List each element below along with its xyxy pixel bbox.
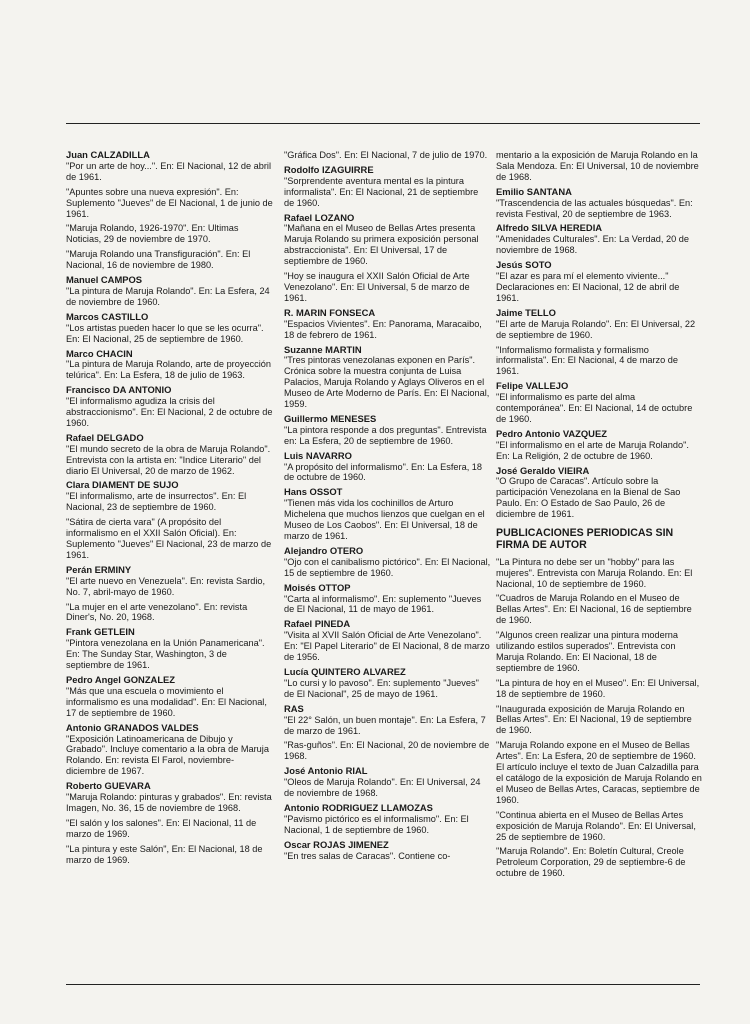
author-name: Jaime TELLO — [496, 306, 556, 318]
column-3 — [496, 150, 703, 883]
reference-text: "El arte de Maruja Rolando". En: El Universal, 22 de septiembre de 1960. — [496, 318, 696, 340]
reference-text: "Espacios Vivientes". En: Panorama, Maracaibo, 18 de febrero de 1961. — [284, 318, 482, 340]
bibliography-entry — [284, 451, 491, 484]
author-name: Rafael PINEDA — [284, 618, 351, 630]
bibliography-entry — [496, 260, 703, 304]
section-block — [496, 528, 703, 879]
author-name: Pedro Angel GONZALEZ — [66, 673, 176, 685]
author-name: Antonio RODRIGUEZ LLAMOZAS — [284, 801, 433, 813]
reference-text: "O Grupo de Caracas". Artículo sobre la participación Venezolana en la Bienal de Sao Paulo. En: O Estado de Sao Paulo, 26 de diciembre de 1961. — [496, 476, 681, 520]
bibliography-entry — [66, 480, 273, 560]
reference-text: "Lo cursi y lo pavoso". En: suplemento "Jueves" de El Nacional", 25 de mayo de 1961. — [284, 677, 479, 699]
reference-text: "Exposición Latinoamericana de Dibujo y Grabado". Incluye comentario a la obra de Maruja Rolando. En: revista El Farol, noviembre-diciembre de 1967. — [66, 733, 269, 777]
author-name: Guillermo MENESES — [284, 412, 377, 424]
author-name: Alejandro OTERO — [284, 544, 364, 556]
author-name: R. MARIN FONSECA — [284, 306, 376, 318]
bibliography-entry — [284, 345, 491, 410]
bibliography-entry — [284, 619, 491, 663]
reference-text: "El informalismo es parte del alma contemporánea". En: El Nacional, 14 de octubre de 1960. — [496, 392, 693, 424]
column-1 — [66, 150, 273, 869]
bibliography-entry — [284, 487, 491, 542]
author-name: Moisés OTTOP — [284, 581, 351, 593]
bibliography-entry — [284, 766, 491, 799]
bottom-rule — [66, 984, 700, 985]
reference-text: "Oleos de Maruja Rolando". En: El Universal, 24 de noviembre de 1968. — [284, 777, 481, 799]
reference-text: "Hoy se inaugura el XXII Salón Oficial de Arte Venezolano". En: El Universal, 5 de marzo de 1961. — [284, 271, 470, 303]
reference-text: mentario a la exposición de Maruja Rolando en la Sala Mendoza. En: El Universal, 10 de noviembre de 1968. — [496, 150, 699, 182]
reference-text: "Maruja Rolando, 1926-1970". En: Ultimas Noticias, 29 de noviembre de 1970. — [66, 223, 239, 245]
reference-text: "El azar es para mí el elemento viviente..." Declaraciones en: El Nacional, 12 de abril de 1961. — [496, 271, 680, 303]
reference-text: "Cuadros de Maruja Rolando en el Museo de Bellas Artes". En: El Nacional, 16 de septiembre de 1960. — [496, 593, 692, 626]
bibliography-entry — [66, 565, 273, 624]
reference-text: "La pintura de Maruja Rolando, arte de proyección telúrica". En: La Esfera, 18 de julio de 1963. — [66, 359, 272, 381]
author-name: Rafael DELGADO — [66, 431, 144, 443]
bibliography-entry — [496, 308, 703, 377]
bibliography-entry — [496, 223, 703, 256]
bibliography-entry — [284, 704, 491, 763]
bibliography-entry — [66, 723, 273, 778]
bibliography-entry — [284, 414, 491, 447]
bibliography-entry — [66, 433, 273, 477]
reference-text: "Sátira de cierta vara" (A propósito del informalismo en el XXII Salón Oficial). En: Suplemento "Jueves" El Nacional, 23 de marzo de 1961. — [66, 517, 272, 560]
bibliography-entry — [66, 275, 273, 308]
bibliography-entry — [284, 667, 491, 700]
bibliography-entry — [284, 803, 491, 836]
author-name: Antonio GRANADOS VALDES — [66, 721, 199, 733]
reference-text: "Informalismo formalista y formalismo informalista". En: El Nacional, 4 de marzo de 1961. — [496, 344, 678, 377]
bibliography-entry — [284, 165, 491, 209]
reference-text: "Amenidades Culturales". En: La Verdad, 20 de noviembre de 1968. — [496, 234, 689, 256]
reference-text: "El informalismo, arte de insurrectos". En: El Nacional, 23 de septiembre de 1960. — [66, 491, 247, 513]
reference-text: "Trascendencia de las actuales búsquedas". En: revista Festival, 20 de septiembre de 1963. — [496, 197, 693, 219]
reference-text: "La pintura de hoy en el Museo". En: El Universal, 18 de septiembre de 1960. — [496, 677, 700, 699]
author-name: RAS — [284, 702, 304, 714]
author-name: Felipe VALLEJO — [496, 380, 569, 392]
author-name: Emilio SANTANA — [496, 185, 572, 197]
author-name: Rodolfo IZAGUIRRE — [284, 163, 374, 175]
bibliography-entry — [496, 429, 703, 462]
reference-text: "La pintura de Maruja Rolando". En: La Esfera, 24 de noviembre de 1960. — [66, 285, 270, 307]
reference-text: "A propósito del informalismo". En: La Esfera, 18 de octubre de 1960. — [284, 461, 483, 483]
reference-text: "Ras-guños". En: El Nacional, 20 de noviembre de 1968. — [284, 740, 490, 762]
reference-text: "Maruja Rolando". En: Boletín Cultural, Creole Petroleum Corporation, 29 de septiembre-6 de octubre de 1960. — [496, 846, 686, 879]
author-name: Hans OSSOT — [284, 486, 343, 498]
bibliography-entry — [66, 627, 273, 671]
author-name: Frank GETLEIN — [66, 626, 135, 638]
bibliography-entry — [284, 213, 491, 304]
author-name: Francisco DA ANTONIO — [66, 384, 172, 396]
author-name: Pedro Antonio VAZQUEZ — [496, 427, 607, 439]
reference-text: "Ojo con el canibalismo pictórico". En: El Nacional, 15 de septiembre de 1960. — [284, 556, 491, 578]
reference-text: "Maruja Rolando una Transfiguración". En: El Nacional, 16 de noviembre de 1980. — [66, 249, 251, 271]
author-name: Alfredo SILVA HEREDIA — [496, 222, 603, 234]
author-name: Clara DIAMENT DE SUJO — [66, 479, 179, 491]
reference-text: "Continua abierta en el Museo de Bellas Artes exposición de Maruja Rolando". En: El Universal, 25 de septiembre de 1960. — [496, 809, 696, 842]
reference-text: "El mundo secreto de la obra de Maruja Rolando". Entrevista con la artista en: "Indice Literario" del diario El Universal, 20 de marzo de 1962. — [66, 443, 271, 476]
author-name: Manuel CAMPOS — [66, 274, 143, 286]
reference-text: "Gráfica Dos". En: El Nacional, 7 de julio de 1970. — [284, 150, 488, 160]
reference-text: "En tres salas de Caracas". Contiene co- — [284, 850, 451, 861]
reference-text: "Apuntes sobre una nueva expresión". En: Suplemento "Jueves" de El Nacional, 1 de junio de 1961. — [66, 186, 273, 219]
bibliography-entry — [284, 583, 491, 616]
reference-text: "Maruja Rolando expone en el Museo de Bellas Artes". En: La Esfera, 20 de septiembre de 1960. El artículo incluye el texto de Juan Calzadilla para el catálogo de la exposición de Maruja Rolando en el Museo de Bellas Artes, Caracas, septiembre de 1960. — [496, 740, 702, 805]
reference-text: "El salón y los salones". En: El Nacional, 11 de marzo de 1969. — [66, 817, 257, 839]
author-name: Marcos CASTILLO — [66, 310, 149, 322]
bibliography-entry — [66, 675, 273, 719]
author-name: Luis NAVARRO — [284, 449, 352, 461]
reference-text: "El arte nuevo en Venezuela". En: revista Sardio, No. 7, abril-mayo de 1960. — [66, 575, 266, 597]
author-name: José Antonio RIAL — [284, 765, 368, 777]
bibliography-entry — [284, 308, 491, 341]
reference-text: "Pintora venezolana en la Unión Panamericana". En: The Sunday Star, Washington, 3 de septiembre de 1961. — [66, 638, 265, 671]
bibliography-entry — [66, 781, 273, 865]
reference-text: "La Pintura no debe ser un "hobby" para las mujeres". Entrevista con Maruja Rolando. En: El Nacional, 10 de septiembre de 1960. — [496, 556, 693, 589]
author-name: Rafael LOZANO — [284, 211, 355, 223]
reference-text: "El informalismo en el arte de Maruja Rolando". En: La Religión, 2 de octubre de 1960. — [496, 439, 689, 461]
reference-text: "Mañana en el Museo de Bellas Artes presenta Maruja Rolando su primera exposición personal abstraccionista". En: El Universal, 17 de septiembre de 1960. — [284, 223, 479, 267]
reference-text: "Maruja Rolando: pinturas y grabados". En: revista Imagen, No. 36, 15 de noviembre de 1968. — [66, 792, 272, 813]
reference-text: "Carta al informalismo". En: suplemento "Jueves de El Nacional, 11 de mayo de 1961. — [284, 593, 482, 615]
author-name: Roberto GUEVARA — [66, 780, 151, 792]
reference-text: "Pavismo pictórico es el informalismo". En: El Nacional, 1 de septiembre de 1960. — [284, 813, 469, 835]
bibliography-entry — [496, 466, 703, 521]
reference-text: "La pintura y este Salón", En: El Nacional, 18 de marzo de 1969. — [66, 843, 263, 865]
reference-text: "Más que una escuela o movimiento el informalismo es una modalidad". En: El Nacional, 17 de septiembre de 1960. — [66, 685, 267, 718]
bibliography-entry — [66, 349, 273, 382]
section-heading: PUBLICACIONES PERIODICAS SIN FIRMA DE AUTOR — [496, 527, 674, 551]
bibliography-entry — [284, 546, 491, 579]
author-name: Juan CALZADILLA — [66, 149, 150, 160]
reference-text: "Sorprendente aventura mental es la pintura informalista". En: El Nacional, 21 de septiembre de 1960. — [284, 175, 479, 208]
author-name: Jesús SOTO — [496, 259, 552, 271]
top-rule — [66, 123, 700, 124]
bibliography-entry — [496, 187, 703, 220]
column-2 — [284, 150, 491, 865]
bibliography-entry — [496, 150, 703, 183]
bibliography-entry — [66, 312, 273, 345]
author-name: Lucía QUINTERO ALVAREZ — [284, 665, 406, 677]
reference-text: "El 22° Salón, un buen montaje". En: La Esfera, 7 de marzo de 1961. — [284, 714, 486, 736]
reference-text: "Algunos creen realizar una pintura moderna utilizando estilos superados". Entrevista con Maruja Rolando. En: El Nacional, 18 de septiembre de 1960. — [496, 630, 679, 673]
reference-text: "Tienen más vida los cochinillos de Arturo Michelena que muchos lienzos que cuelgan en el Museo de Los Caobos". En: El Universal, 18 de marzo de 1961. — [284, 498, 485, 541]
reference-text: "La pintora responde a dos preguntas". Entrevista en: La Esfera, 20 de septiembre de 1960. — [284, 424, 487, 446]
author-name: Suzanne MARTIN — [284, 343, 362, 355]
bibliography-entry — [66, 385, 273, 429]
reference-text: "Visita al XVII Salón Oficial de Arte Venezolano". En: "El Papel Literario" de El Nacional, 8 de marzo de 1956. — [284, 630, 490, 663]
bibliography-entry — [66, 150, 273, 271]
reference-text: "Por un arte de hoy...". En: El Nacional, 12 de abril de 1961. — [66, 160, 272, 182]
reference-text: "La mujer en el arte venezolano". En: revista Diner's, No. 20, 1968. — [66, 601, 248, 623]
reference-text: "Tres pintoras venezolanas exponen en París". Crónica sobre la muestra conjunta de Luisa Palacios, Maruja Rolando y Aglays Oliveros en el Museo de Arte Moderno de París. En: El Nacional, 1959. — [284, 355, 490, 410]
author-name: José Geraldo VIEIRA — [496, 464, 590, 476]
author-name: Oscar ROJAS JIMENEZ — [284, 838, 389, 850]
reference-text: "El informalismo agudiza la crisis del abstraccionismo". En: El Nacional, 2 de octubre de 1960. — [66, 396, 273, 428]
author-name: Marco CHACIN — [66, 347, 133, 359]
bibliography-entry — [496, 381, 703, 425]
bibliography-entry — [284, 150, 491, 161]
reference-text: "Inaugurada exposición de Maruja Rolando en Bellas Artes". En: El Nacional, 19 de septiembre de 1960. — [496, 703, 692, 736]
reference-text: "Los artistas pueden hacer lo que se les ocurra". En: El Nacional, 25 de septiembre de 1960. — [66, 322, 264, 344]
bibliography-entry — [284, 840, 491, 862]
author-name: Perán ERMINY — [66, 563, 132, 575]
